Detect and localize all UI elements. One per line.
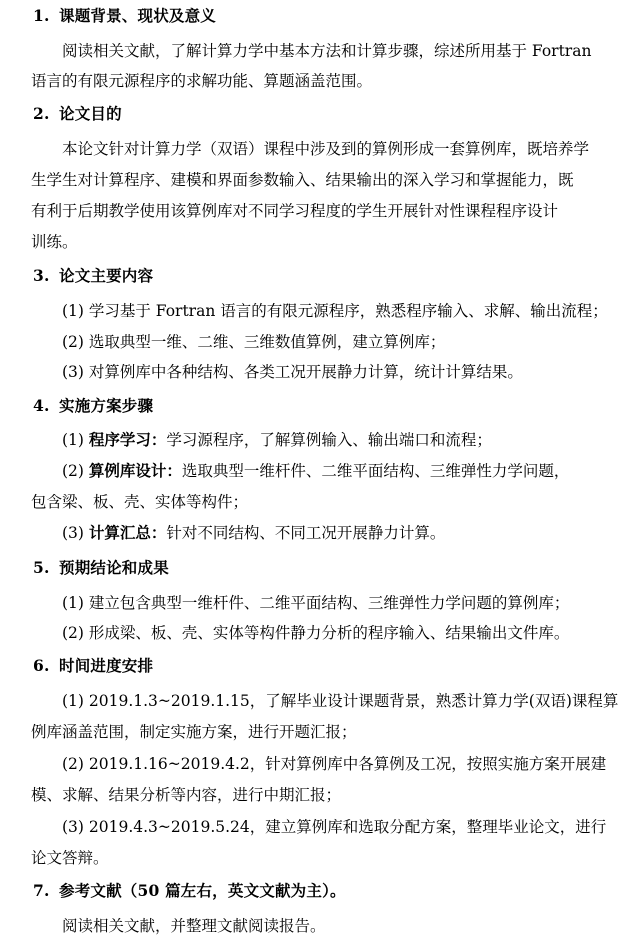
item-keyword: 程序学习： [88,430,167,449]
list-item: (3) 计算汇总：针对不同结构、不同工况开展静力计算。 [62,523,446,542]
paragraph-line: 阅读相关文献，并整理文献阅读报告。 [62,917,326,935]
section-title: 预期结论和成果 [59,558,169,577]
section-heading [0,99,618,129]
list-item-continuation: 模、求解、结果分析等内容，进行中期汇报； [31,786,342,804]
section-number: 6. [33,656,50,675]
section-number: 7. [33,881,50,900]
list-item-continuation: 例库涵盖范围，制定实施方案，进行开题汇报； [31,723,357,741]
list-item: (1) 2019.1.3~2019.1.15，了解毕业设计课题背景，熟悉计算力学(双语)课程算 [62,692,618,710]
paragraph-line: 生学生对计算程序、建模和界面参数输入、结果输出的深入学习和掌握能力，既 [31,171,574,189]
list-item: (1) 学习基于 Fortran 语言的有限元源程序，熟悉程序输入、求解、输出流程； [62,302,608,320]
list-item: (1) 程序学习：学习源程序，了解算例输入、输出端口和流程； [62,430,492,449]
section-number: 1. [33,6,50,25]
paragraph-line: 语言的有限元源程序的求解功能、算题涵盖范围。 [31,72,373,90]
section-number: 2. [33,104,50,123]
section-heading [0,876,618,906]
paragraph-line: 有利于后期教学使用该算例库对不同学习程度的学生开展针对性课程程序设计 [31,202,559,220]
list-item: (2) 形成梁、板、壳、实体等构件静力分析的程序输入、结果输出文件库。 [62,624,570,642]
paragraph-line: 阅读相关文献，了解计算力学中基本方法和计算步骤，综述所用基于 Fortran [62,42,592,60]
section-title: 论文主要内容 [59,266,154,285]
list-item: (2) 选取典型一维、二维、三维数值算例，建立算例库； [62,333,446,351]
list-item-continuation: 包含梁、板、壳、实体等构件； [31,493,249,511]
list-item: (2) 2019.1.16~2019.4.2，针对算例库中各算例及工况，按照实施方案开展建 [62,755,607,773]
item-keyword: 算例库设计： [88,461,182,480]
section-heading [0,651,618,681]
section-number: 4. [33,396,50,415]
list-item: (3) 2019.4.3~2019.5.24，建立算例库和选取分配方案，整理毕业论文，进行 [62,818,607,836]
section-heading [0,261,618,291]
section-heading [0,553,618,583]
list-item: (1) 建立包含典型一维杆件、二维平面结构、三维弹性力学问题的算例库； [62,594,570,612]
section-title: 实施方案步骤 [59,396,154,415]
list-item: (2) 算例库设计：选取典型一维杆件、二维平面结构、三维弹性力学问题， [62,461,570,480]
section-title: 课题背景、现状及意义 [59,6,217,25]
section-title: 论文目的 [59,104,122,123]
paragraph-line: 本论文针对计算力学（双语）课程中涉及到的算例形成一套算例库，既培养学 [62,140,590,158]
list-item: (3) 对算例库中各种结构、各类工况开展静力计算，统计计算结果。 [62,363,523,381]
section-number: 3. [33,266,50,285]
section-heading [0,391,618,421]
list-item-continuation: 论文答辩。 [31,849,109,867]
item-keyword: 计算汇总： [88,523,167,542]
section-title: 时间进度安排 [59,656,154,675]
section-heading [0,1,618,31]
section-number: 5. [33,558,50,577]
section-title: 参考文献（50 篇左右，英文文献为主）。 [59,881,346,900]
paragraph-line: 训练。 [31,233,78,251]
